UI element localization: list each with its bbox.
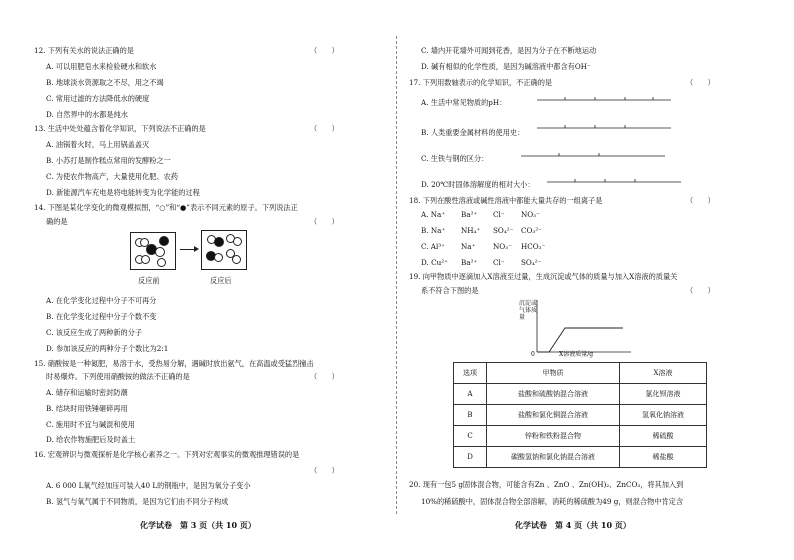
table-row xyxy=(454,426,707,447)
hollow-atom-icon xyxy=(233,237,242,246)
q18-d-ion-4: SO₄²⁻ xyxy=(521,258,542,267)
q16-option-a: A. 6 000 L氧气经加压可装入40 L的钢瓶中，是因为氧分子变小 xyxy=(46,481,251,490)
q14-before-label: 反应前 xyxy=(138,276,160,285)
page-3 xyxy=(0,0,393,560)
filled-atom-icon xyxy=(159,236,169,246)
q20-line1: 20. 现有一包5 g固体混合物，可能含有Zn 、ZnO 、Zn(OH)₂、ZnCO₃，将其加入到 xyxy=(409,480,684,489)
q17-option-a: A. 生活中常见物质的pH： xyxy=(421,98,507,107)
q18-b-ion-1: B. Na⁺ xyxy=(421,226,446,235)
q12-option-b: B. 地球淡水资源取之不尽，用之不竭 xyxy=(46,78,164,87)
table-cell: 氯化钡溶液 xyxy=(620,384,707,405)
table-header-cell: 选项 xyxy=(454,363,487,384)
q19-table xyxy=(453,362,707,468)
arrow-head-icon xyxy=(194,246,199,252)
q17-a-number-line xyxy=(535,92,675,108)
q14-after-box xyxy=(201,230,247,270)
table-cell: C xyxy=(454,426,487,447)
table-cell: B xyxy=(454,405,487,426)
q18-b-ion-2: NH₄⁺ xyxy=(461,226,481,235)
q19-answer-paren: （ ） xyxy=(686,286,715,295)
q13-option-d: D. 新能源汽车充电是将电能转变为化学能的过程 xyxy=(46,188,200,197)
q19-y-axis-label: 沉淀或气体质量 xyxy=(519,300,538,321)
q14-after-label: 反应后 xyxy=(210,276,232,285)
q15-stem-line2: 时易爆炸。下列使用硝酸铵的做法不正确的是 xyxy=(46,372,190,381)
table-cell: 氢氧化钠溶液 xyxy=(620,405,707,426)
q15-stem-line1: 15. 硝酸铵是一种氮肥，易溶于水，受热易分解，遇碱时放出氨气，在高温或受猛烈撞击 xyxy=(34,359,314,368)
q18-d-ion-2: Ba²⁺ xyxy=(461,258,478,267)
q16-option-b: B. 氢气与氧气属于不同物质，是因为它们由不同分子构成 xyxy=(46,497,229,506)
q18-stem: 18. 下列在酸性溶液或碱性溶液中都能大量共存的一组离子是 xyxy=(409,196,603,205)
q13-option-c: C. 为使农作物高产，大量使用化肥、农药 xyxy=(46,172,179,181)
q18-b-ion-4: CO₃²⁻ xyxy=(521,226,542,235)
q15-option-b: B. 结块时用铁锤砸碎再用 xyxy=(46,404,128,413)
q16-answer-paren: （ ） xyxy=(310,466,339,475)
q12-option-d: D. 自然界中的水都是纯水 xyxy=(46,110,128,119)
q13-option-b: B. 小苏打是制作糕点常用的发酵粉之一 xyxy=(46,156,171,165)
q19-stem-line2: 系不符合下图的是 xyxy=(421,286,479,295)
q18-c-ion-4: HCO₃⁻ xyxy=(521,242,546,251)
q18-b-ion-3: SO₄²⁻ xyxy=(493,226,514,235)
table-header-cell: 甲物质 xyxy=(487,363,620,384)
table-cell: 碳酸氢钠和氯化钠混合溶液 xyxy=(487,447,620,468)
page-3-footer: 化学试卷 第 3 页（共 10 页） xyxy=(140,520,256,530)
q12-stem: 12. 下列有关水的说法正确的是 xyxy=(34,46,134,55)
table-cell: D xyxy=(454,447,487,468)
q12-option-c: C. 常用过滤的方法降低水的硬度 xyxy=(46,94,150,103)
q14-answer-paren: （ ） xyxy=(310,217,339,226)
q12-option-a: A. 可以用肥皂水来检验硬水和软水 xyxy=(46,62,157,71)
table-cell: 稀硫酸 xyxy=(620,426,707,447)
table-row xyxy=(454,447,707,468)
q18-a-ion-2: Ba²⁺ xyxy=(461,210,478,219)
q15-option-a: A. 储存和运输时密封防潮 xyxy=(46,388,128,397)
page-4-footer: 化学试卷 第 4 页（共 10 页） xyxy=(515,520,631,530)
q16-option-c: C. 墙内开花墙外可闻到花香，是因为分子在不断地运动 xyxy=(421,46,597,55)
q17-stem: 17. 下列用数轴表示的化学知识，不正确的是 xyxy=(409,78,553,87)
q17-answer-paren: （ ） xyxy=(686,78,715,87)
q15-option-d: D. 给农作物施肥后及时盖土 xyxy=(46,435,136,444)
q14-stem-line2: 确的是 xyxy=(46,217,68,226)
table-cell: A xyxy=(454,384,487,405)
q14-option-d: D. 参加该反应的两种分子个数比为2:1 xyxy=(46,344,169,353)
q19-x-axis-label: X溶液质量/g xyxy=(559,351,594,358)
filled-atom-icon xyxy=(214,237,224,247)
hollow-atom-icon xyxy=(157,258,166,267)
q17-b-number-line xyxy=(535,120,675,136)
table-cell: 盐酸和硫酸钠混合溶液 xyxy=(487,384,620,405)
q17-option-d: D. 20℃时固体溶解度的相对大小： xyxy=(421,180,535,189)
q20-line2: 10%的稀硫酸中，固体混合物全部溶解，消耗的稀硫酸为49 g，则混合物中肯定含 xyxy=(421,497,684,506)
q16-option-d: D. 碱有相似的化学性质，是因为碱溶液中都含有OH⁻ xyxy=(421,62,591,71)
q18-d-ion-3: Cl⁻ xyxy=(493,258,505,267)
q18-d-ion-1: D. Cu²⁺ xyxy=(421,258,448,267)
page-4 xyxy=(401,0,794,560)
q18-c-ion-3: NO₃⁻ xyxy=(493,242,512,251)
q18-a-ion-3: Cl⁻ xyxy=(493,210,505,219)
q17-option-b: B. 人类重要金属材料的使用史： xyxy=(421,128,525,137)
hollow-atom-icon xyxy=(141,255,150,264)
q12-answer-paren: （ ） xyxy=(310,46,339,55)
table-header-row xyxy=(454,363,707,384)
q16-stem: 16. 宏观辨识与微观探析是化学核心素养之一。下列对宏观事实的微观推理错误的是 xyxy=(34,450,300,459)
q17-c-number-line xyxy=(519,148,669,164)
q18-a-ion-1: A. Na⁺ xyxy=(421,210,446,219)
q18-c-ion-2: Na⁺ xyxy=(461,242,476,251)
hollow-atom-icon xyxy=(214,253,223,262)
table-cell: 锌粉和铁粉混合物 xyxy=(487,426,620,447)
q19-stem-line1: 19. 向甲物质中逐滴加入X溶液至过量，生成沉淀或气体的质量与加入X溶液的质量关 xyxy=(409,272,678,281)
q13-answer-paren: （ ） xyxy=(310,124,339,133)
q19-origin: 0 xyxy=(531,351,535,358)
q15-answer-paren: （ ） xyxy=(310,372,339,381)
q14-option-a: A. 在化学变化过程中分子不可再分 xyxy=(46,296,157,305)
q18-a-ion-4: NO₃⁻ xyxy=(521,210,540,219)
column-divider xyxy=(396,36,397,514)
q13-stem: 13. 生活中处处蕴含着化学知识，下列说法不正确的是 xyxy=(34,124,206,133)
table-header-cell: X溶液 xyxy=(620,363,707,384)
q14-before-box xyxy=(130,232,176,270)
q18-c-ion-1: C. Al³⁺ xyxy=(421,242,445,251)
hollow-atom-icon xyxy=(140,238,149,247)
hollow-atom-icon xyxy=(232,255,241,264)
q14-stem-line1: 14. 下图是某化学变化的微观模拟图，“○”和“●”表示不同元素的原子。下列说法正 xyxy=(34,203,298,212)
q17-option-c: C. 生铁与钢的区分： xyxy=(421,154,489,163)
q13-option-a: A. 油锅着火时，马上用锅盖盖灭 xyxy=(46,140,150,149)
q18-answer-paren: （ ） xyxy=(686,196,715,205)
table-cell: 盐酸和氯化铜混合溶液 xyxy=(487,405,620,426)
hollow-atom-icon xyxy=(155,247,165,257)
q15-option-c: C. 施用时不宜与碱混和使用 xyxy=(46,420,135,429)
q17-d-number-line xyxy=(545,174,685,190)
table-row xyxy=(454,384,707,405)
q14-option-b: B. 在化学变化过程中分子个数不变 xyxy=(46,312,157,321)
q14-option-c: C. 该反应生成了两种新的分子 xyxy=(46,328,143,337)
table-cell: 稀盐酸 xyxy=(620,447,707,468)
table-row xyxy=(454,405,707,426)
